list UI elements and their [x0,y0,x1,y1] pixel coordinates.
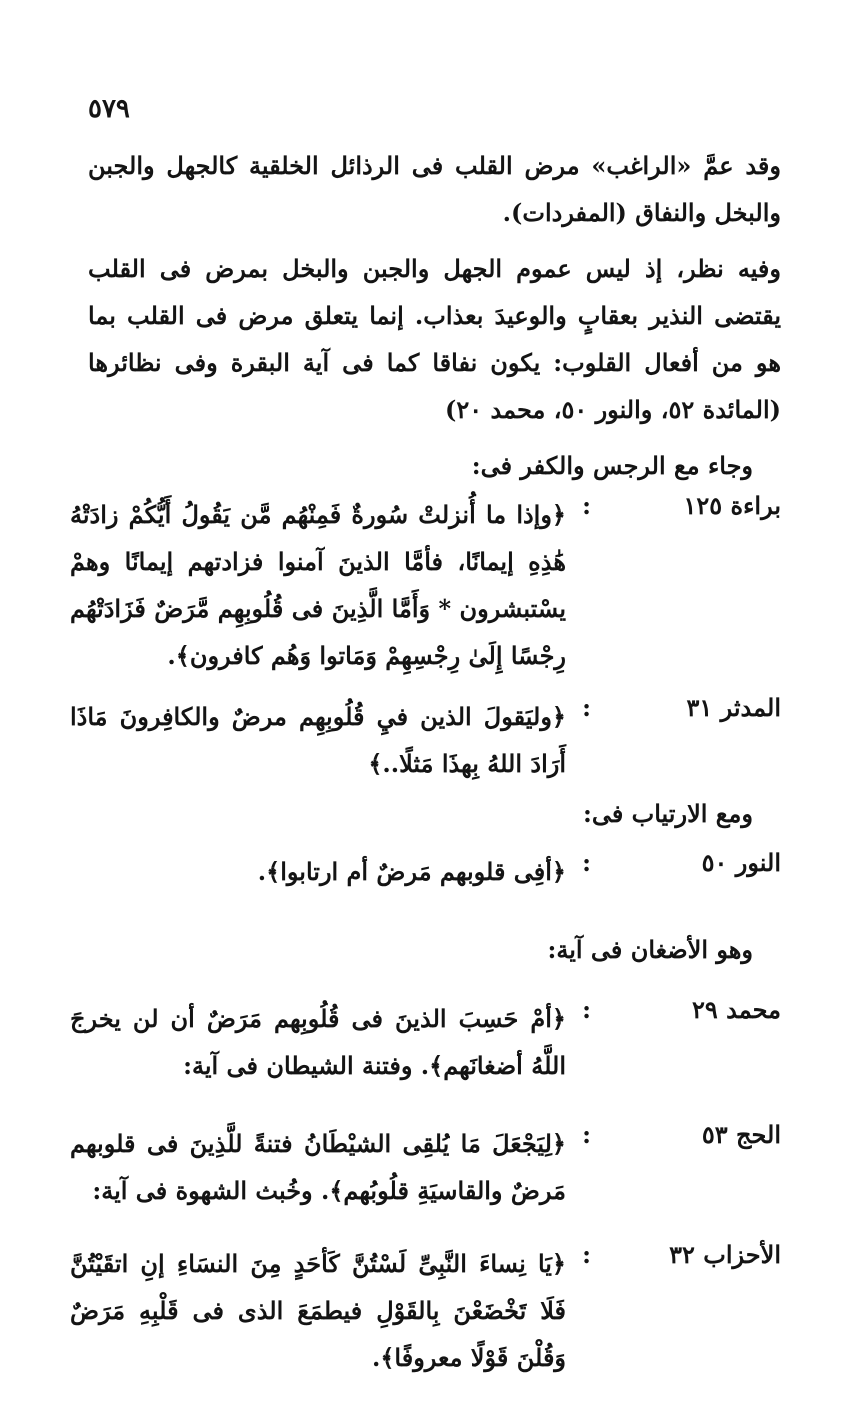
verse-text: ﴿أفِى قلوبهم مَرضٌ أم ارتابوا﴾. [257,857,566,886]
verse-reference: الحج ٥٣ [701,1120,781,1149]
verse-row [70,693,781,873]
intro-irtiyab: ومع الارتياب فى: [582,799,753,828]
intro-adghan: وهو الأضغان فى آية: [547,935,753,964]
verse-row [70,491,781,671]
verse-reference: براءة ١٢٥ [683,491,781,520]
intro-rijs: وجاء مع الرجس والكفر فى: [471,451,753,480]
paragraph-critique: وفيه نظر، إذ ليس عموم الجهل والجبن والبخل بمرض فى القلب يقتضى النذير بعقابٍ والوعيدَ بعذاب. إنما يتعلق مرض فى القلب بما هو من أفعال القلوب: يكون نفاقا كما فى آية البقرة وفى نظائرها (المائدة ٥٢، والنور ٥٠، محمد ٢٠) [88,254,781,424]
verse-text: ﴿أمْ حَسِبَ الذينَ فى قُلُوبِهم مَرَضٌ أن لن يخرجَ اللَّهُ أضغانَهم﴾. وفتنة الشيطان فى آية: [70,1004,566,1080]
verse-colon: : [582,491,591,520]
verse-colon: : [582,848,591,877]
verse-text: ﴿وليَقولَ الذين فيِ قُلُوبِهِم مرضٌ والكافِرونَ مَاذَا أَرَادَ اللهُ بِهذَا مَثلًا..﴾ [70,702,566,778]
verse-text: ﴿لِيَجْعَلَ مَا يُلقِى الشيْطَانُ فتنةً للَّذِينَ فى قلوبهم مَرضٌ والقاسيَةِ قلُوبُهم﴾. وخُبث الشهوة فى آية: [70,1129,566,1205]
verse-reference: محمد ٢٩ [692,995,781,1024]
verse-reference: النور ٥٠ [701,848,781,877]
verse-colon: : [582,995,591,1024]
verse-row [70,1240,781,1420]
verse-colon: : [582,1120,591,1149]
paragraph-raghib: وقد عمَّ «الراغب» مرض القلب فى الرذائل الخلقية كالجهل والجبن والبخل والنفاق (المفردات). [88,151,781,227]
page-number: ٥٧٩ [88,94,130,124]
verse-text: ﴿وإذا ما أُنزلتْ سُورةٌ فَمِنْهُم مَّن يَقُولُ أَيُّكُمْ زادَتْهُ هَٰذِهِ إيمانًا، فأمَّا الذينَ آمنوا فزادتهم إيمانًا وهمْ يسْتبشرون * وَأَمَّا الَّذِينَ فى قُلُوبِهِم مَّرَضٌ فَزَادَتْهُم رِجْسًا إِلَىٰ رِجْسِهِمْ وَمَاتوا وَهُم كافرون﴾. [70,500,566,670]
verse-colon: : [582,1240,591,1269]
verse-text: ﴿يَا نِساءَ النَّبِىِّ لَسْتُنَّ كَأحَدٍ مِنَ النسَاءِ إنِ اتقَيْتُنَّ فَلَا تَخْضَعْنَ بِالقَوْلِ فيطمَعَ الذى فى قَلْبِهِ مَرَضٌ وَقُلْنَ قَوْلًا معروفًا﴾. [70,1249,566,1372]
verse-reference: الأحزاب ٣٢ [669,1240,781,1269]
verse-reference: المدثر ٣١ [686,693,781,722]
verse-colon: : [582,693,591,722]
